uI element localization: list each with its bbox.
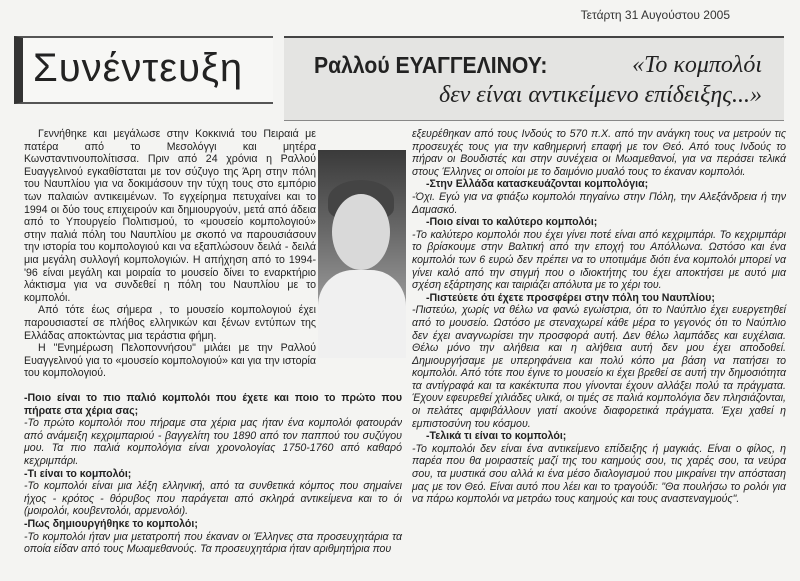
- headline-name: Ραλλού ΕΥΑΓΓΕΛΙΝΟΥ:: [314, 52, 548, 78]
- answer-continued: εξευρέθηκαν από τους Ινδούς το 570 π.Χ. από την ανάγκη τους να μετρούν τις προσευχές τους για την καθημερινή επαφή με τον Θεό. Από τους Ινδούς το πήραν οι Βουδιστές και στην συνέχεια οι Μωαμεθανοί, για να περάσει τελικά στους Έλληνες οι οποίοι με το δαιμόνιο μυαλό τους το έκαναν κομπολόι.: [412, 128, 786, 178]
- headline-quote: [432, 50, 762, 110]
- intro-paragraph: Γεννήθηκε και μεγάλωσε στην Κοκκινιά του Πειραιά με πατέρα από το Μεσολόγγι και μητέρα Κωνσταντινουπολίτισσα. Πριν από 24 χρόνια η Ραλλού Ευαγγελινού εγκαθίσταται με τον σύζυγο της Άρη στην πόλη του Ναυπλίου για να δοκιμάσουν την τύχη τους στο εμπόριο των παλαιών αντικειμένων. Το εγχείρημα πετυχαίνει και το 1994 οι δύο τους επιχειρούν και δημιουργούν, μετά από άδεια από το Υπουργείο Πολιτισμού, το «μουσείο κομπολογιού» στην παλιά πόλη του Ναυπλίου με σκοπό να παρουσιάσουν την ιστορία του κομπολογιού και να εξαπλώσουν δειλά - δειλά μια μεγάλη συλλογή κομπολογιών. Η απήχηση από το 1994-'96 είναι μεγάλη και μοιραία το μουσείο δίνει το εναρκτήριο λάκτισμα για να συνδεθεί η πόλη του Ναυπλίου με το κομπολόι.: [24, 128, 316, 304]
- question: -Πως δημιουργήθηκε το κομπολόι;: [24, 517, 198, 530]
- interviewee-photo: [318, 150, 406, 358]
- question: -Ποιο είναι το πιο παλιό κομπολόι που έχετε και ποιο το πρώτο που πήρατε στα χέρια σας;: [24, 392, 402, 417]
- qa-right-column: [412, 128, 786, 506]
- answer: -Το καλύτερο κομπολόι που έχει γίνει ποτέ είναι από κεχριμπάρι. Το κεχριμπάρι το βρίσκουμε στην Βαλτική από την εποχή του Απόλλωνα. Ωστόσο και ένα κομπολόι των 6 ευρώ δεν πρέπει να το υποτιμάμε διότι ένα κομπολόι μπορεί να γίνει καλό από την στιγμή που ο ιδιοκτήτης του έχει αποκτήσει με αυτό μια σχέση εξάρτησης και ταιριάζει απόλυτα με το χέρι του.: [412, 228, 786, 292]
- answer: -Το κομπολόι είναι μια λέξη ελληνική, από τα συνθετικά κόμπος που σημαίνει ήχος - κρότος - θόρυβος που παράγεται από σκληρά αντικείμενα και το όι (μοιρολόι, κουβεντολόι, αρμενολόι).: [24, 480, 402, 518]
- question: -Τελικά τι είναι το κομπολόι;: [426, 430, 567, 443]
- intro-paragraph: Η "Ενημέρωση Πελοποννήσου" μιλάει με την Ραλλού Ευαγγελινού για το «μουσείο κομπολογιού» και για την ιστορία του κομπολογιού.: [24, 342, 316, 380]
- headline: [284, 36, 784, 121]
- intro-paragraph: Από τότε έως σήμερα , το μουσείο κομπολογιού έχει παρουσιαστεί σε πλήθος ελληνικών και ξένων εντύπων της Ελλάδας αποκτώντας μια τεράστια φήμη.: [24, 304, 316, 342]
- question: -Στην Ελλάδα κατασκευάζονται κομπολόγια;: [426, 178, 649, 191]
- date-line: Τετάρτη 31 Αυγούστου 2005: [580, 8, 730, 22]
- answer: -Το πρώτο κομπολόι που πήραμε στα χέρια μας ήταν ένα κομπολόι φατουράν από ανάμειξη κεχριμπαριού - βαγγελίτη του 1890 από τον παππού του συζύγου μου. Τα πιο παλιά κομπολόγια είναι χρονολογίας 1750-1760 από καθαρό κεχριμπάρι.: [24, 417, 402, 467]
- answer: -Όχι. Εγώ για να φτιάξω κομπολόι πηγαίνω στην Πόλη, την Αλεξάνδρεια ή την Δαμασκό.: [412, 190, 786, 216]
- question: -Πιστεύετε ότι έχετε προσφέρει στην πόλη του Ναυπλίου;: [426, 291, 715, 304]
- headline-quote-line1: «Το κομπολόι: [632, 52, 762, 78]
- answer: -Το κομπολόι δεν είναι ένα αντικείμενο επίδειξης ή μαγκιάς. Είναι ο φίλος, η παρέα που θα μοιραστείς μαζί της του καημούς σου, τις χαρές σου, τα νεύρα σου, τα μυστικά σου αλλά κι ένα μέσο διαλογισμού που μικραίνει την απόσταση μας με τον Θεό. Είναι αυτό που λέει και το τραγούδι: "Θα πουλήσω το ρολόι για να πάρω κομπολόι να μετράω τους καημούς και τους αναστεναγμούς".: [412, 442, 786, 506]
- qa-left-column: [24, 392, 402, 556]
- section-header: [14, 36, 273, 104]
- question: -Τι είναι το κομπολόι;: [24, 467, 132, 480]
- intro-column: [24, 128, 316, 380]
- section-label: Συνέντευξη: [33, 46, 244, 90]
- answer: -Το κομπολόι ήταν μια μετατροπή που έκαναν οι Έλληνες στα προσευχητάρια τα οποία είδαν από τους Μωαμεθανούς. Τα προσευχητάρια ήταν αριθμητήρια που: [24, 530, 402, 556]
- headline-quote-line2: δεν είναι αντικείμενο επίδειξης...»: [439, 82, 762, 108]
- answer: -Πιστεύω, χωρίς να θέλω να φανώ εγωίστρια, ότι το Ναύπλιο έχει ευεργετηθεί από το μουσείο. Ωστόσο με στεναχωρεί κάθε μέρα το γεγονός ότι το Ναύπλιο δεν έχει αναγνωρίσει την προσφορά αυτή. Δεν θέλω λαμπάδες και ευχέλαια. Θέλω μόνο την αλήθεια και η αλήθεια αυτή δεν μου έχει αποδοθεί. Δημιουργήσαμε με υπερηφάνεια και πολύ κόπο μα βάση να πατήσει το κομπολόι. Από τότε που έγινε το μουσείο κι έχει βρεθεί σε αυτή την δημοσιότητα τα αντίγραφά και τα κακέκτυπα που γίνονται έχουν αλλάξει πολύ τα πράγματα. Έχουν εφευρεθεί χιλιάδες υλικά, οι τιμές σε παλιά κομπολόγια δεν πλησιάζονται, οι πελάτες αμφιβάλλουν γιατί ακούνε διαφορετικά πράγματα. Έχει χαθεί η εμπιστοσύνη του κόσμου.: [412, 304, 786, 430]
- question: -Ποιο είναι το καλύτερο κομπολόι;: [426, 216, 598, 229]
